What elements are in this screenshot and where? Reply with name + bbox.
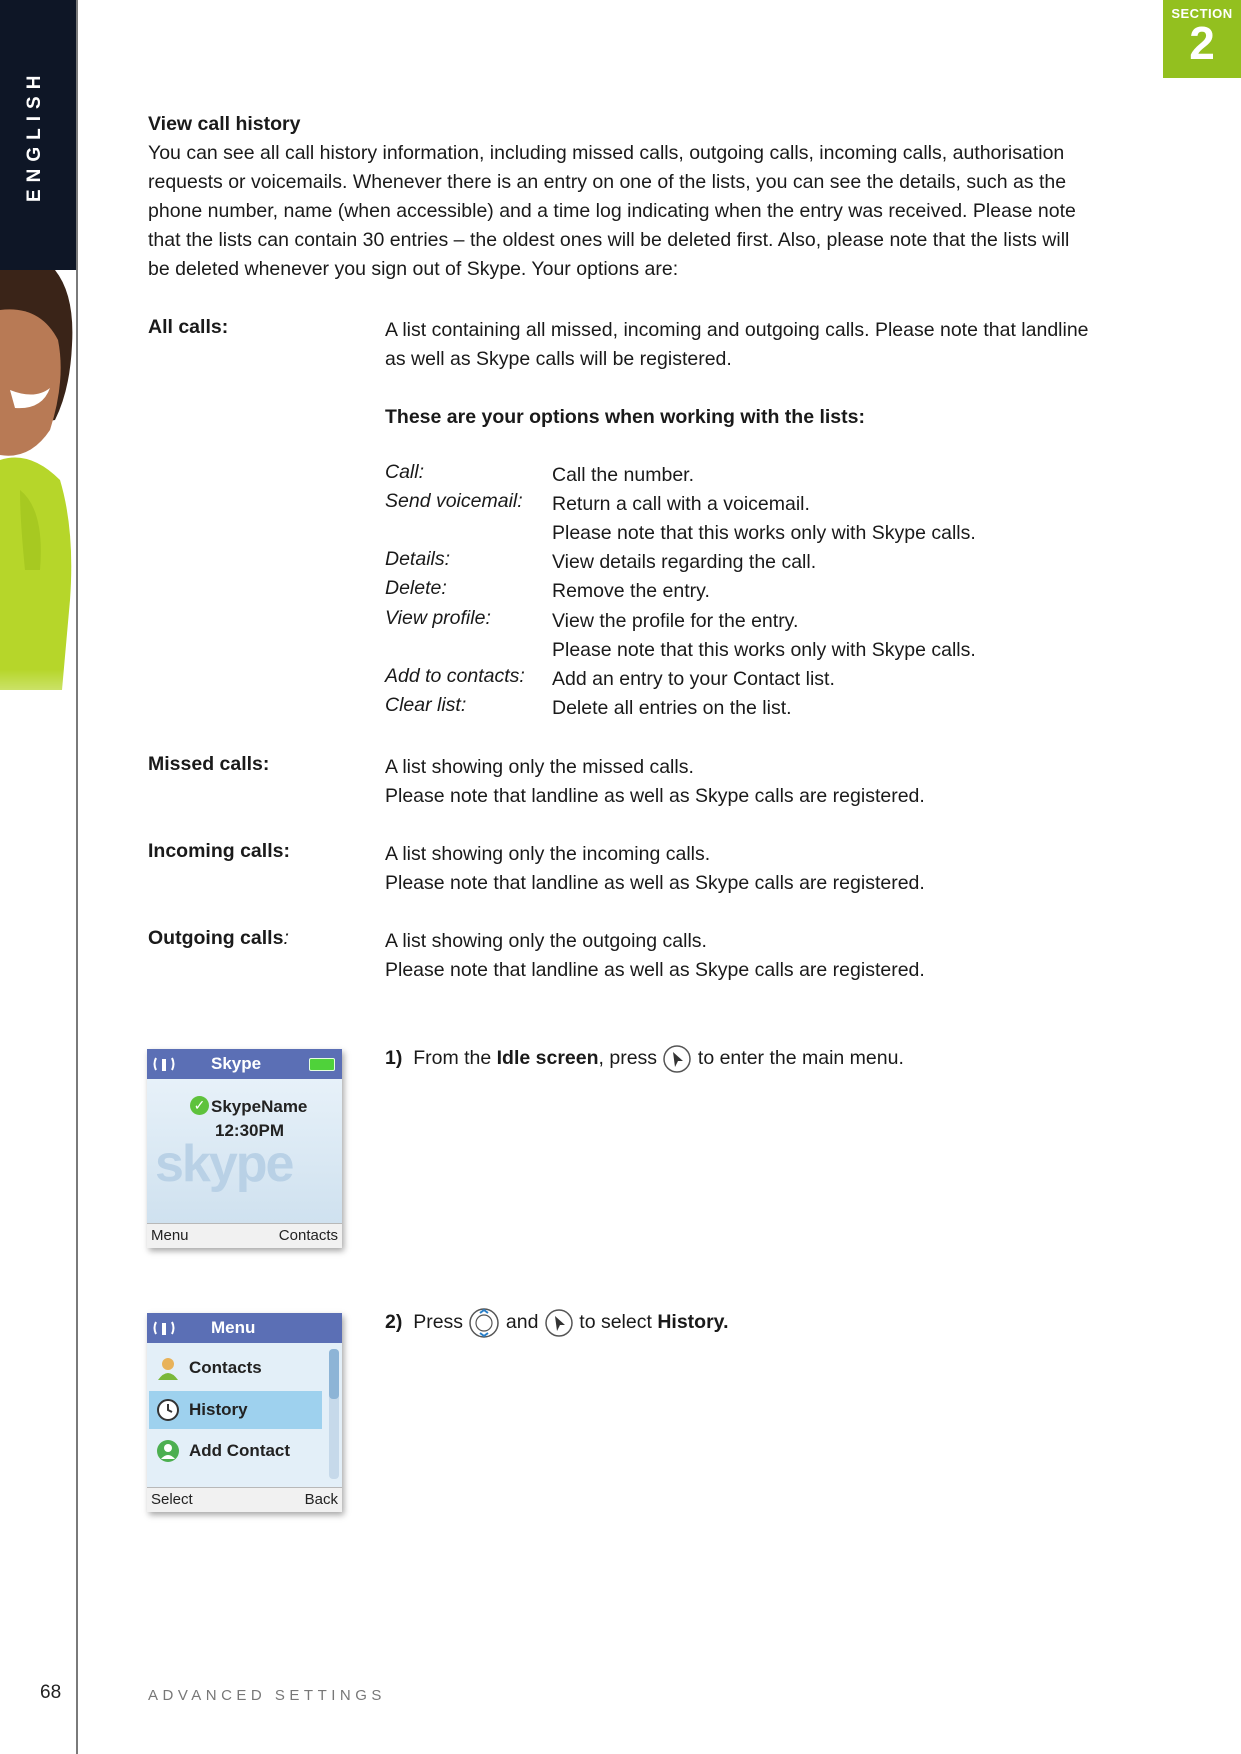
step-text: Press xyxy=(413,1311,464,1334)
step-text: From the xyxy=(413,1047,492,1070)
option-name: Delete: xyxy=(385,577,447,599)
step-text: to enter the main menu. xyxy=(697,1047,904,1070)
desc-line: A list showing only the incoming calls. xyxy=(385,843,711,865)
option-note: Please note that this works only with Skype calls. xyxy=(552,639,976,661)
option-desc: View details regarding the call. xyxy=(552,551,817,573)
term-text: Outgoing calls xyxy=(148,927,284,949)
language-tab xyxy=(0,0,77,270)
signal-icon xyxy=(153,1320,175,1336)
step-text: to select xyxy=(579,1311,652,1334)
desc-line: A list containing all missed, incoming and outgoing calls. Please note that landline xyxy=(385,319,1089,341)
option-note: Please note that this works only with Skype calls. xyxy=(552,522,976,544)
select-key-icon xyxy=(662,1044,692,1074)
term-missed-calls: Missed calls: xyxy=(148,753,270,775)
menu-list xyxy=(147,1343,342,1488)
option-name: Add to contacts: xyxy=(385,665,525,687)
term-colon: : xyxy=(283,927,289,949)
option-name: View profile: xyxy=(385,607,491,629)
step-1 xyxy=(385,1044,904,1074)
outgoing-calls-description xyxy=(385,927,1125,985)
section-label: SECTION xyxy=(1171,6,1233,21)
menu-item-add-contact[interactable] xyxy=(149,1433,322,1469)
screen-header xyxy=(147,1313,342,1343)
menu-item-history[interactable] xyxy=(149,1391,322,1429)
menu-item-contacts[interactable] xyxy=(149,1350,322,1386)
section-heading: View call history xyxy=(148,113,301,135)
screen-body xyxy=(147,1079,342,1224)
option-desc: Return a call with a voicemail. xyxy=(552,493,810,515)
step-number: 1) xyxy=(385,1047,403,1070)
add-contact-icon xyxy=(156,1439,182,1463)
step-text: and xyxy=(505,1311,539,1334)
left-softkey: Menu xyxy=(151,1227,189,1244)
skype-watermark: skype xyxy=(155,1135,293,1193)
screen-header xyxy=(147,1049,342,1079)
desc-line: A list showing only the outgoing calls. xyxy=(385,930,707,952)
right-softkey: Contacts xyxy=(278,1227,338,1244)
option-name: Send voicemail: xyxy=(385,490,523,512)
option-desc: Call the number. xyxy=(552,464,694,486)
woman-photo xyxy=(0,270,77,740)
missed-calls-description xyxy=(385,753,1125,811)
contacts-icon xyxy=(157,1356,179,1380)
left-softkey: Select xyxy=(151,1491,193,1508)
intro-paragraph xyxy=(148,139,1128,284)
menu-item-label: History xyxy=(189,1400,248,1419)
scrollbar[interactable] xyxy=(329,1349,339,1479)
step-number: 2) xyxy=(385,1311,403,1334)
step-2 xyxy=(385,1307,728,1339)
idle-screen-screenshot xyxy=(147,1049,342,1248)
all-calls-description xyxy=(385,316,1125,374)
signal-icon xyxy=(153,1056,175,1072)
screen-title: Menu xyxy=(211,1318,256,1337)
battery-icon xyxy=(309,1058,335,1071)
step-bold-text: Idle screen xyxy=(496,1047,599,1070)
desc-line: as well as Skype calls will be registered. xyxy=(385,348,732,370)
intro-line: that the lists can contain 30 entries – the oldest ones will be deleted first. Also, please note that the lists will xyxy=(148,229,1070,251)
clock-icon xyxy=(156,1398,180,1422)
term-incoming-calls: Incoming calls: xyxy=(148,840,290,862)
intro-line: requests or voicemails. Whenever there is an entry on one of the lists, you can see the details, such as the xyxy=(148,171,1067,193)
section-badge xyxy=(1163,0,1241,78)
menu-item-label: Add Contact xyxy=(189,1441,291,1460)
scrollbar-thumb[interactable] xyxy=(329,1349,339,1399)
intro-line: be deleted whenever you sign out of Skype. Your options are: xyxy=(148,258,679,280)
left-divider xyxy=(76,0,78,1754)
softkey-bar xyxy=(147,1223,342,1248)
menu-screen-screenshot xyxy=(147,1313,342,1512)
intro-line: You can see all call history information, including missed calls, outgoing calls, incoming calls, authorisation xyxy=(148,142,1065,164)
desc-line: Please note that landline as well as Skype calls are registered. xyxy=(385,959,925,981)
select-key-icon xyxy=(544,1308,574,1338)
step-text: , press xyxy=(598,1047,658,1070)
incoming-calls-description xyxy=(385,840,1125,898)
page-number: 68 xyxy=(40,1682,62,1703)
online-status-icon: ✓ xyxy=(190,1096,209,1115)
clock-time: 12:30PM xyxy=(215,1121,284,1140)
desc-line: Please note that landline as well as Skype calls are registered. xyxy=(385,785,925,807)
option-name: Clear list: xyxy=(385,694,467,716)
desc-line: A list showing only the missed calls. xyxy=(385,756,694,778)
term-outgoing-calls xyxy=(148,927,289,950)
right-softkey: Back xyxy=(304,1491,338,1508)
option-desc: View the profile for the entry. xyxy=(552,610,799,632)
term-all-calls: All calls: xyxy=(148,316,229,338)
screen-title: Skype xyxy=(211,1054,262,1073)
option-desc: Delete all entries on the list. xyxy=(552,697,792,719)
step-bold-text: History. xyxy=(657,1311,729,1334)
option-name: Details: xyxy=(385,548,451,570)
footer-section-title: ADVANCED SETTINGS xyxy=(148,1687,386,1704)
section-number: 2 xyxy=(1189,17,1215,69)
navigation-key-icon xyxy=(468,1307,500,1339)
softkey-bar xyxy=(147,1487,342,1512)
desc-line: Please note that landline as well as Skype calls are registered. xyxy=(385,872,925,894)
option-desc: Add an entry to your Contact list. xyxy=(552,668,835,690)
intro-line: phone number, name (when accessible) and a time log indicating when the entry was received. Please note xyxy=(148,200,1076,222)
option-desc: Remove the entry. xyxy=(552,580,710,602)
menu-item-label: Contacts xyxy=(189,1358,262,1377)
options-heading: These are your options when working with the lists: xyxy=(385,406,865,428)
option-name: Call: xyxy=(385,461,425,483)
language-label: ENGLISH xyxy=(24,68,45,202)
skype-name: SkypeName xyxy=(211,1097,308,1116)
